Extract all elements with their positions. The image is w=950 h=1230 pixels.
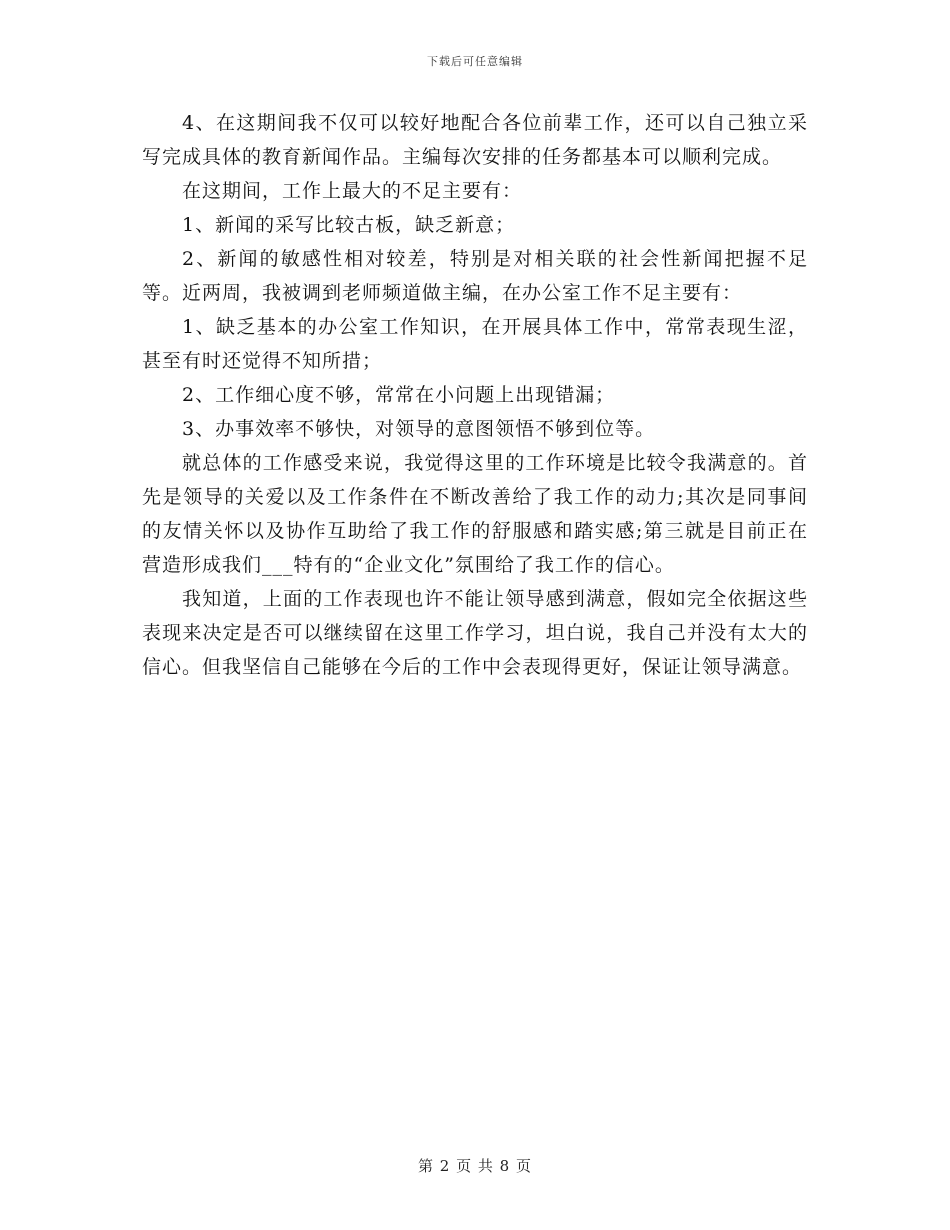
paragraph-item-4: 4、在这期间我不仅可以较好地配合各位前辈工作，还可以自己独立采写完成具体的教育新闻作品。主编每次安排的任务都基本可以顺利完成。	[142, 112, 808, 168]
paragraph-conclusion: 我知道，上面的工作表现也许不能让领导感到满意，假如完全依据这些表现来决定是否可以继续留在这里工作学习，坦白说，我自己并没有太大的信心。但我坚信自己能够在今后的工作中会表现得更好，保证让领导满意。	[142, 588, 808, 678]
paragraph-shortcomings-intro: 在这期间，工作上最大的不足主要有：	[182, 180, 523, 202]
paragraph-office-1: 1、缺乏基本的办公室工作知识，在开展具体工作中，常常表现生涩，甚至有时还觉得不知所措；	[142, 316, 808, 372]
paragraph-shortcoming-1: 1、新闻的采写比较古板，缺乏新意；	[182, 214, 516, 236]
paragraph-office-3: 3、办事效率不够快，对领导的意图领悟不够到位等。	[182, 418, 656, 440]
page-number: 第 2 页 共 8 页	[418, 1157, 532, 1175]
paragraph-overall-feeling: 就总体的工作感受来说，我觉得这里的工作环境是比较令我满意的。首先是领导的关爱以及工作条件在不断改善给了我工作的动力;其次是同事间的友情关怀以及协作互助给了我工作的舒服感和踏实感;第三就是目前正在营造形成我们___特有的“企业文化”氛围给了我工作的信心。	[142, 452, 808, 576]
paragraph-shortcoming-2: 2、新闻的敏感性相对较差，特别是对相关联的社会性新闻把握不足等。近两周，我被调到老师频道做主编，在办公室工作不足主要有：	[142, 248, 808, 304]
paragraph-office-2: 2、工作细心度不够，常常在小问题上出现错漏；	[182, 384, 616, 406]
page-header: 下载后可任意编辑	[427, 55, 523, 68]
document-body	[142, 106, 808, 684]
